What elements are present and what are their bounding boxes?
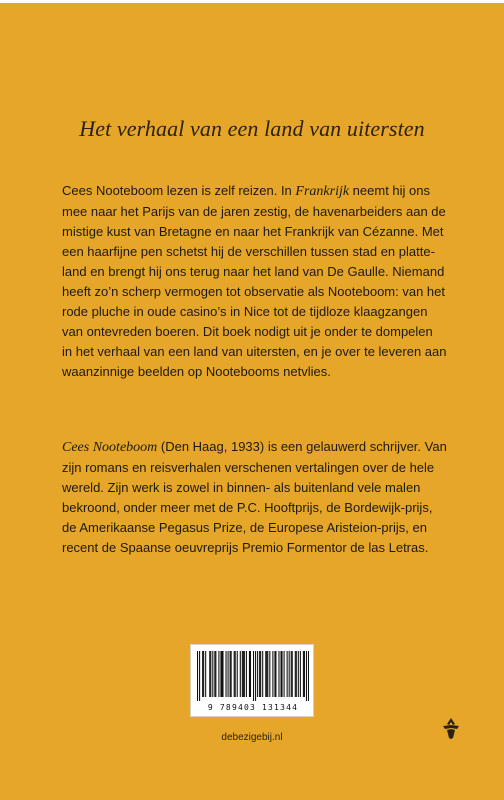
barcode-bar [242,651,243,697]
barcode-bar [226,651,227,697]
barcode-bar [278,651,279,697]
bio-line: bekroond, onder meer met de P.C. Hooftprijs, de Bordewijk-prijs, [62,500,433,515]
barcode-bar [253,651,254,701]
bee-icon [440,716,462,740]
barcode-bar [209,651,210,697]
bio-line: zijn romans en reisverhalen verschenen vertalingen over de hele [62,460,435,475]
blurb-line: heeft zo’n scherp vermogen tot observatie als Nooteboom: van het [62,284,445,299]
barcode-bar [215,651,216,697]
barcode-bar [266,651,267,697]
isbn-number: 9 789403 131344 [207,703,299,712]
barcode-bar [274,651,275,697]
blurb-line: in het verhaal van een land van uitersten, en je over te leveren aan [62,344,447,359]
barcode-bar [243,651,244,697]
blurb-line: land en brengt hij ons terug naar het land van De Gaulle. Niemand [62,264,445,279]
barcode-bar [267,651,268,697]
barcode-bar [296,651,297,697]
barcode-bar [308,651,309,701]
bio-line: wereld. Zijn werk is zowel in binnen- als buitenland vele malen [62,480,421,495]
barcode-bar [303,651,304,697]
barcode-bars [197,651,309,701]
blurb-line: waanzinnige beelden op Nootebooms netvlies. [62,364,331,379]
isbn-barcode [190,644,314,717]
blurb-line: mee naar het Parijs van de jaren zestig, de havenarbeiders aan de [62,204,446,219]
barcode-bar [237,651,238,697]
barcode-bar [284,651,285,697]
barcode-bar [222,651,223,697]
barcode-bar [231,651,232,697]
barcode-bar [235,651,236,697]
barcode-bar [230,651,231,697]
barcode-bar [214,651,215,697]
barcode-bar [212,651,213,697]
author-name: Cees Nooteboom [62,440,158,455]
barcode-bar [298,651,299,697]
barcode-bar [282,651,283,697]
barcode-bar [275,651,276,697]
barcode-bar [244,651,245,697]
barcode-bar [197,651,198,701]
barcode-bar [295,651,296,697]
barcode-bar [234,651,235,697]
barcode-bar [202,651,203,697]
barcode-bar [218,651,219,697]
barcode-bar [240,651,241,697]
barcode-bar [269,651,270,697]
barcode-bar [250,651,251,697]
blurb-text [62,181,474,382]
author-bio [62,437,474,558]
barcode-bar [259,651,260,697]
bio-line: recent de Spaanse oeuvreprijs Premio Formentor de las Letras. [62,540,429,555]
barcode-bar [292,651,293,697]
bio-line: de Amerikaanse Pegasus Prize, de Europese Aristeion-prijs, en [62,520,427,535]
publisher-website: debezigebij.nl [221,732,283,743]
barcode-bar [246,651,247,697]
barcode-bar [304,651,305,697]
tagline: Het verhaal van een land van uitersten [79,116,425,141]
barcode-bar [205,651,206,697]
barcode-bar [249,651,250,697]
blurb-line [62,181,474,202]
barcode-bar [203,651,204,697]
barcode-bar [262,651,263,697]
top-edge [0,0,504,3]
barcode-bar [272,651,273,697]
barcode-bar [257,651,258,697]
book-title-inline: Frankrijk [295,184,350,199]
barcode-bar [228,651,229,697]
barcode-bar [210,651,211,697]
barcode-bar [287,651,288,697]
blurb-line-start: Cees Nooteboom lezen is zelf reizen. In [62,183,296,198]
barcode-bar [291,651,292,697]
barcode-bar [199,651,200,701]
blurb-line: mistige kust van Bretagne en naar het Frankrijk van Cézanne. Met [62,224,444,239]
bio-line [62,437,474,458]
barcode-bar [289,651,290,697]
blurb-line-end: neemt hij ons [349,183,430,198]
bio-line-rest: (Den Haag, 1933) is een gelauwerd schrijver. Van [157,439,447,454]
barcode-bar [260,651,261,697]
blurb-line: van ontevreden boeren. Dit boek nodigt uit je onder te dompelen [62,324,433,339]
barcode-bar [280,651,281,697]
blurb-line: een haarfijne pen schetst hij de verschillen tussen stad en platte- [62,244,435,259]
blurb-line: rode pluche in oude casino’s in Nice tot de tijdloze klaagzangen [62,304,428,319]
barcode-bar [221,651,222,697]
barcode-bar [220,651,221,697]
barcode-bar [265,651,266,697]
barcode-bar [255,651,256,701]
barcode-bar [306,651,307,701]
barcode-bar [300,651,301,697]
